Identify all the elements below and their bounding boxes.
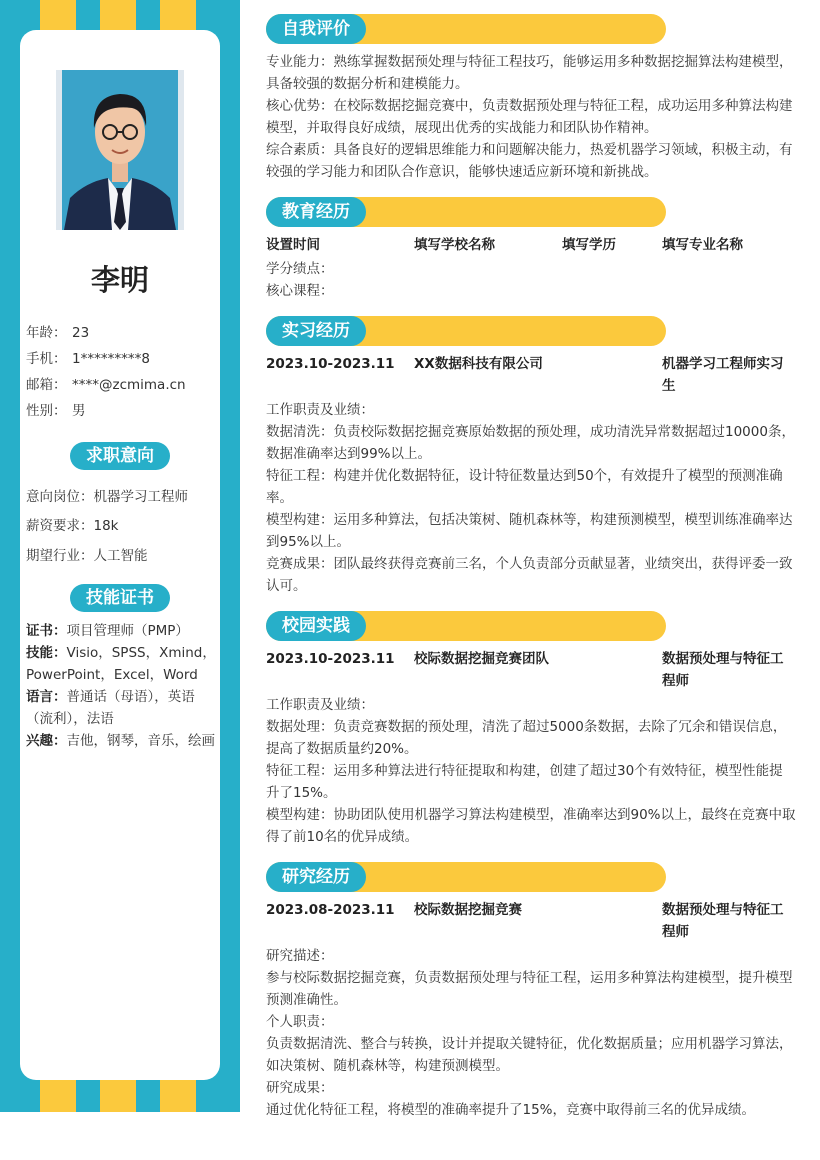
section-title: 研究经历 [266,862,366,892]
email-label: 邮箱： [26,377,67,393]
skills-heading: 技能证书 [70,584,170,612]
self-eval-text [266,51,796,183]
tech-item [26,642,216,686]
education-time: 设置时间 [266,237,320,253]
self-eval-line: 综合素质：具备良好的逻辑思维能力和问题解决能力，热爱机器学习领域，积极主动，有较强的学习能力和团队合作意识，能够快速适应新环境和新挑战。 [266,142,793,180]
age-label: 年龄： [26,325,67,341]
stripe-decoration [100,0,136,34]
gender-label: 性别： [26,403,67,419]
research-line: 研究成果： [266,1080,334,1096]
research-line: 参与校际数据挖掘竞赛，负责数据预处理与特征工程，运用多种算法构建模型，提升模型预测准确性。 [266,970,793,1008]
research-line: 个人职责： [266,1014,334,1030]
intent-industry: 期望行业：人工智能 [26,548,148,564]
hobby-item [26,730,216,752]
campus-line: 数据处理：负责竞赛数据的预处理，清洗了超过5000条数据，去除了冗余和错误信息，提高了数据质量约20%。 [266,719,787,757]
internship-line: 竞赛成果：团队最终获得竞赛前三名，个人负责部分贡献显著，业绩突出，获得评委一致认可。 [266,556,793,594]
campus-line: 工作职责及业绩： [266,697,374,713]
internship-line: 特征工程：构建并优化数据特征，设计特征数量达到50个，有效提升了模型的预测准确率。 [266,468,783,506]
age-value: 23 [72,325,90,341]
education-major: 填写专业名称 [662,237,743,253]
campus-role: 数据预处理与特征工程师 [662,651,784,689]
education-details [266,258,796,302]
internship-line: 模型构建：运用多种算法，包括决策树、随机森林等，构建预测模型，模型训练准确率达到95%以上。 [266,512,793,550]
stripe-decoration [100,1078,136,1112]
stripe-decoration [160,1078,196,1112]
intent-heading: 求职意向 [70,442,170,470]
cert-item [26,620,216,642]
intent-salary: 薪资要求：18k [26,518,119,534]
research-line: 研究描述： [266,948,334,964]
campus-time: 2023.10-2023.11 [266,651,395,667]
section-header-research [266,862,666,892]
intent-position: 意向岗位：机器学习工程师 [26,489,188,505]
section-title: 教育经历 [266,197,366,227]
research-line: 通过优化特征工程，将模型的准确率提升了15%，竞赛中取得前三名的优异成绩。 [266,1102,756,1118]
gender-value: 男 [72,403,86,419]
skills-list [26,620,216,752]
research-org: 校际数据挖掘竞赛 [414,902,522,918]
research-time: 2023.08-2023.11 [266,902,395,918]
education-courses: 核心课程： [266,283,334,299]
campus-line: 模型构建：协助团队使用机器学习算法构建模型，准确率达到90%以上，最终在竞赛中取得了前10名的优异成绩。 [266,807,796,845]
research-line: 负责数据清洗、整合与转换，设计并提取关键特征，优化数据质量；应用机器学习算法，如决策树、随机森林等，构建预测模型。 [266,1036,793,1074]
cert-label: 证书： [26,623,67,639]
campus-line: 特征工程：运用多种算法进行特征提取和构建，创建了超过30个有效特征，模型性能提升了15%。 [266,763,783,801]
section-title: 校园实践 [266,611,366,641]
cert-value: 项目管理师（PMP） [66,623,189,639]
stripe-decoration [40,0,76,34]
hobby-value: 吉他，钢琴，音乐，绘画 [66,733,215,749]
person-name: 李明 [90,263,149,297]
stripe-decoration [40,1078,76,1112]
internship-time: 2023.10-2023.11 [266,356,395,372]
stripe-decoration [160,0,196,34]
internship-line: 工作职责及业绩： [266,402,374,418]
lang-value: 普通话（母语），英语（流利），法语 [26,689,195,727]
internship-role: 机器学习工程师实习生 [662,356,784,394]
education-school: 填写学校名称 [414,237,495,253]
email-row [26,373,186,393]
section-title: 自我评价 [266,14,366,44]
campus-org: 校际数据挖掘竞赛团队 [414,651,549,667]
phone-value: 1*********8 [72,351,150,367]
gender-row [26,399,86,419]
campus-details [266,694,796,848]
research-details [266,945,796,1121]
section-header-self-eval [266,14,666,44]
lang-item [26,686,216,730]
internship-details [266,399,796,597]
tech-value: Visio，SPSS，Xmind，PowerPoint，Excel，Word [26,645,216,683]
self-eval-line: 专业能力：熟练掌握数据预处理与特征工程技巧，能够运用多种数据挖掘算法构建模型，具备较强的数据分析和建模能力。 [266,54,793,92]
lang-label: 语言： [26,689,67,705]
education-degree: 填写学历 [562,237,616,253]
tech-label: 技能： [26,645,67,661]
research-role: 数据预处理与特征工程师 [662,902,784,940]
self-eval-line: 核心优势：在校际数据挖掘竞赛中，负责数据预处理与特征工程，成功运用多种算法构建模型，并取得良好成绩，展现出优秀的实战能力和团队协作精神。 [266,98,793,136]
email-value: ****@zcmima.cn [72,377,186,393]
section-header-internship [266,316,666,346]
avatar [56,70,184,230]
section-header-campus [266,611,666,641]
phone-label: 手机： [26,351,67,367]
internship-org: XX数据科技有限公司 [414,356,543,372]
section-header-education [266,197,666,227]
education-gpa: 学分绩点： [266,261,334,277]
phone-row [26,347,150,367]
section-title: 实习经历 [266,316,366,346]
age-row [26,321,89,341]
internship-line: 数据清洗：负责校际数据挖掘竞赛原始数据的预处理，成功清洗异常数据超过10000条，数据准确率达到99%以上。 [266,424,795,462]
hobby-label: 兴趣： [26,733,67,749]
